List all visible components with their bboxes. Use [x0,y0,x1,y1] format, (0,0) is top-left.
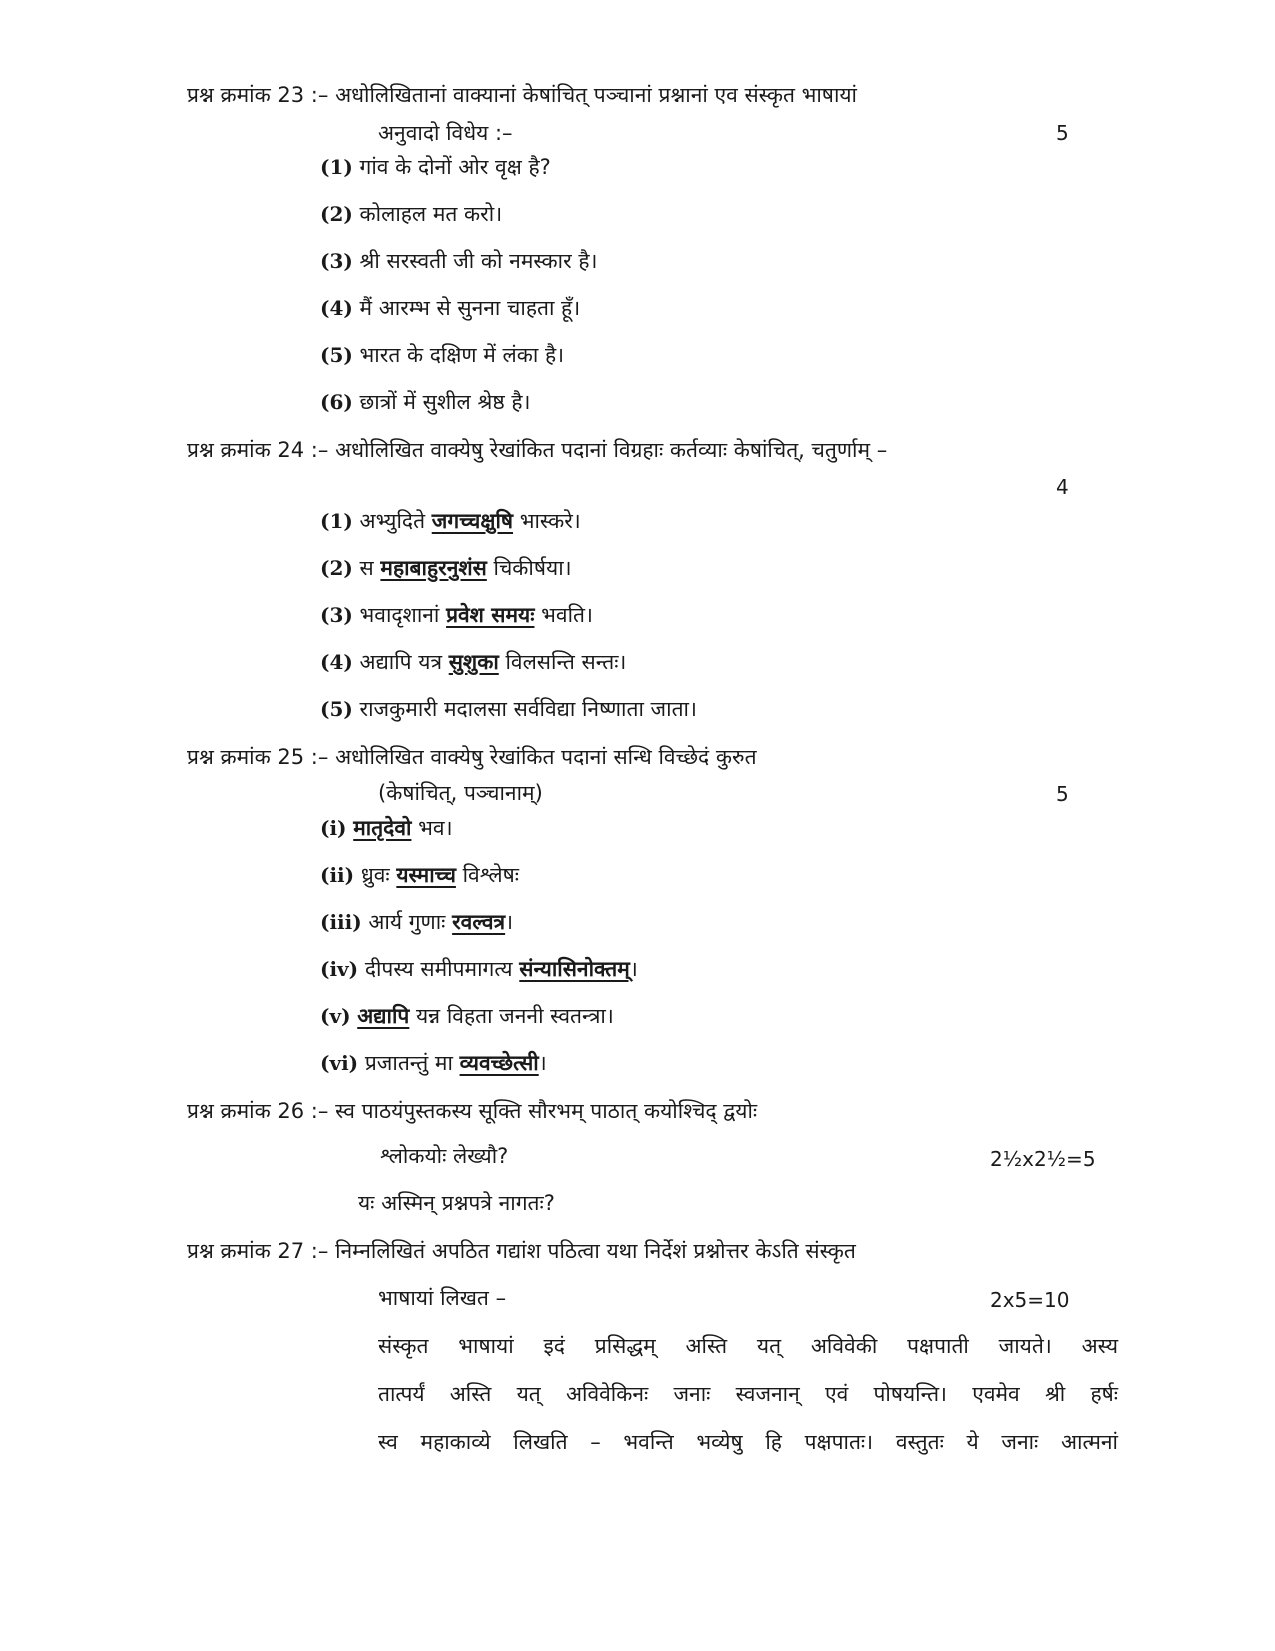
item-text-end: भव। [411,816,453,840]
q25-heading-line2: (केषांचित्, पञ्चानाम्) [378,781,543,805]
item-text: भारत के दक्षिण में लंका है। [359,343,565,367]
underlined-word: जगच्चक्षुषि [431,509,514,533]
item-text: कोलाहल मत करो। [359,202,503,226]
q24-label: प्रश्न क्रमांक 24 :– [187,438,329,462]
item-text-end: । [538,1051,547,1075]
item-number: (i) [320,816,347,840]
underlined-word: रवल्वत्र [452,910,506,934]
q23-label: प्रश्न क्रमांक 23 :– [187,83,329,107]
q25-text: अधोलिखित वाक्येषु रेखांकित पदानां सन्धि विच्छेदं कुरुत [335,745,757,769]
q26-note: यः अस्मिन् प्रश्नपत्रे नागतः? [358,1191,555,1215]
q23-text: अधोलिखितानां वाक्यानां केषांचित् पञ्चानां प्रश्नानां एव संस्कृत भाषायां [335,83,857,107]
q23-item [320,199,502,229]
q27-passage-line: संस्कृत भाषायां इदं प्रसिद्धम् अस्ति यत् अविवेकी पक्षपाती जायते। अस्य [378,1334,1118,1358]
underlined-word: महाबाहुरनुशंस [380,556,487,580]
q23-heading [187,80,857,110]
q27-heading [187,1236,856,1266]
item-text-end: । [505,910,514,934]
q24-marks: 4 [1056,475,1069,499]
q24-item [320,600,593,630]
underlined-word: व्यवच्छेत्सी [459,1051,539,1075]
item-text: ध्रुवः [360,863,397,887]
q27-marks: 2x5=10 [990,1288,1070,1312]
item-text-end: । [629,957,638,981]
item-text-end: भवति। [534,603,593,627]
underlined-word: सुशुका [448,650,499,674]
item-text: अभ्युदिते [359,509,432,533]
q27-text: निम्नलिखितं अपठित गद्यांश पठित्वा यथा निर्देशं प्रश्नोत्तर केऽति संस्कृत [335,1239,856,1263]
q27-heading-line2: भाषायां लिखत – [378,1286,507,1310]
item-text: गांव के दोनों ओर वृक्ष है? [359,155,551,179]
item-text: स [359,556,381,580]
item-number: (5) [320,343,353,367]
q27-passage-line: तात्पर्यं अस्ति यत् अविवेकिनः जनाः स्वजनान् एवं पोषयन्ति। एवमेव श्री हर्षः [378,1382,1118,1406]
item-text-end: विश्लेषः [455,863,519,887]
underlined-word: संन्यासिनोक्तम् [519,957,630,981]
item-number: (3) [320,603,353,627]
item-number: (6) [320,390,353,414]
q26-label: प्रश्न क्रमांक 26 :– [187,1099,329,1123]
q26-heading-line2: श्लोकयोः लेख्यौ? [380,1144,509,1168]
item-number: (vi) [320,1051,359,1075]
item-number: (iii) [320,910,362,934]
q25-label: प्रश्न क्रमांक 25 :– [187,745,329,769]
item-text: दीपस्य समीपमागत्य [364,957,520,981]
item-text: छात्रों में सुशील श्रेष्ठ है। [359,390,531,414]
item-text: श्री सरस्वती जी को नमस्कार है। [359,249,598,273]
q25-item [320,1048,547,1078]
item-text: प्रजातन्तुं मा [364,1051,460,1075]
item-text: मैं आरम्भ से सुनना चाहता हूँ। [359,296,581,320]
q23-item [320,293,580,323]
q23-heading-line2: अनुवादो विधेय :– [378,121,513,145]
q25-item [320,860,519,890]
q27-passage-line: स्व महाकाव्ये लिखति – भवन्ति भव्येषु हि पक्षपातः। वस्तुतः ये जनाः आत्मनां [378,1430,1118,1454]
underlined-word: प्रवेश समयः [446,603,535,627]
underlined-word: मातृदेवो [353,816,412,840]
q24-item [320,694,697,724]
item-text-end: विलसन्ति सन्तः। [498,650,627,674]
item-number: (2) [320,556,353,580]
q23-item [320,152,551,182]
q23-item [320,340,564,370]
q25-item [320,954,638,984]
underlined-word: अद्यापि [357,1004,410,1028]
item-number: (4) [320,296,353,320]
q26-text: स्व पाठयंपुस्तकस्य सूक्ति सौरभम् पाठात् कयोश्चिद् द्वयोः [335,1099,758,1123]
q23-marks: 5 [1056,121,1069,145]
q25-item [320,813,453,843]
item-text: आर्य गुणाः [368,910,453,934]
item-text-end: चिकीर्षया। [486,556,572,580]
q26-heading [187,1096,757,1126]
item-text-end: यन्न विहता जननी स्वतन्त्रा। [409,1004,614,1028]
item-number: (1) [320,155,353,179]
item-number: (iv) [320,957,359,981]
item-number: (5) [320,697,353,721]
item-number: (3) [320,249,353,273]
q25-heading [187,742,757,772]
item-number: (v) [320,1004,351,1028]
q25-item [320,1001,614,1031]
q23-item [320,246,598,276]
q26-marks: 2½x2½=5 [990,1147,1096,1171]
item-number: (ii) [320,863,355,887]
q25-item [320,907,513,937]
q24-heading [187,435,887,465]
item-text: अद्यापि यत्र [359,650,449,674]
item-number: (1) [320,509,353,533]
item-number: (2) [320,202,353,226]
q25-marks: 5 [1056,782,1069,806]
item-text: राजकुमारी मदालसा सर्वविद्या निष्णाता जाता। [359,697,697,721]
q24-item [320,647,626,677]
item-text-end: भास्करे। [513,509,581,533]
item-number: (4) [320,650,353,674]
q24-text: अधोलिखित वाक्येषु रेखांकित पदानां विग्रहाः कर्तव्याः केषांचित्, चतुर्णाम् – [335,438,888,462]
q27-label: प्रश्न क्रमांक 27 :– [187,1239,329,1263]
q24-item [320,553,572,583]
q23-item [320,387,530,417]
item-text: भवादृशानां [359,603,447,627]
q24-item [320,506,581,536]
underlined-word: यस्माच्च [396,863,456,887]
